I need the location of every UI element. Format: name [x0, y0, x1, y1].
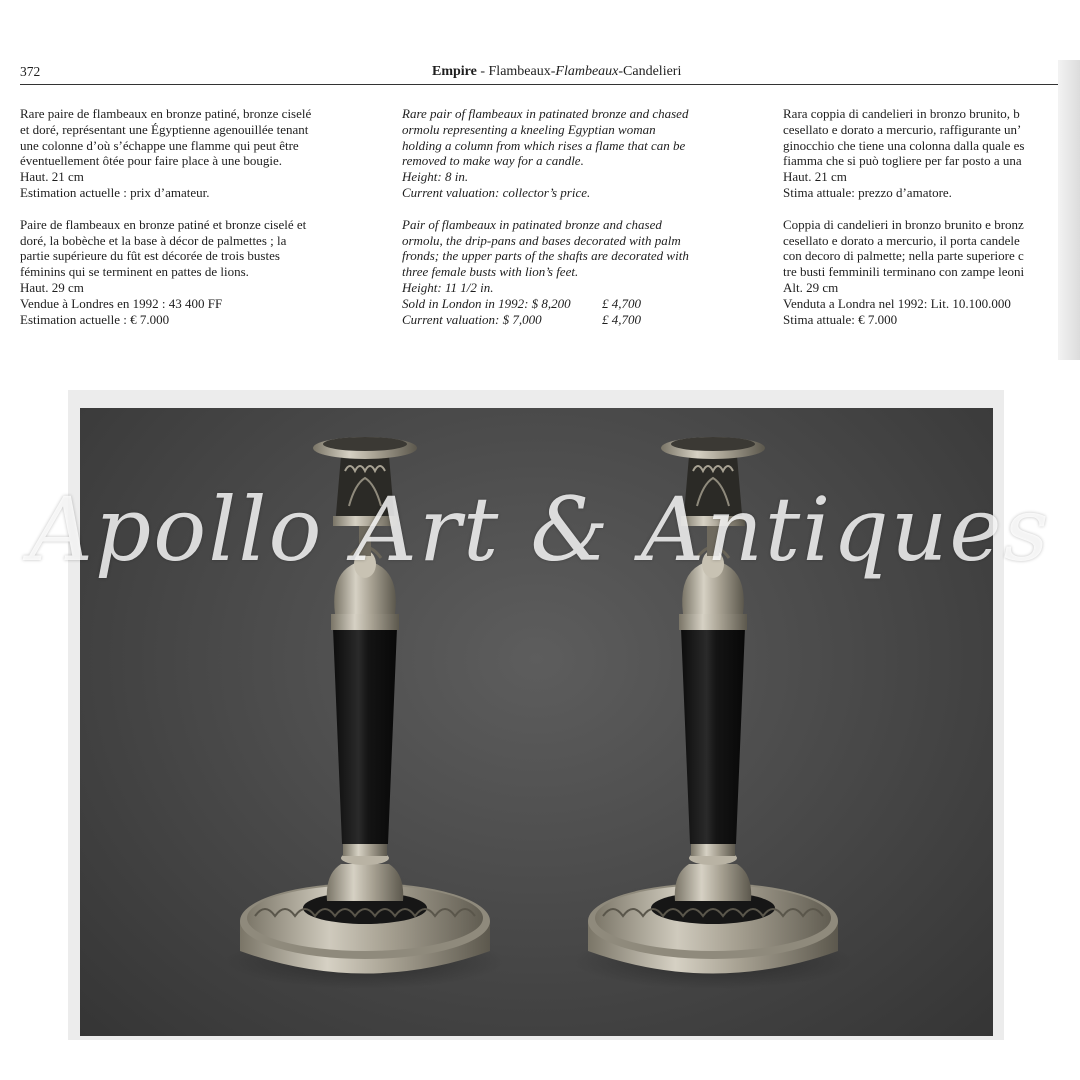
- french-entry-2-line: partie supérieure du fût est décorée de trois bustes: [20, 248, 280, 264]
- italian-entry-2-height: Alt. 29 cm: [783, 279, 839, 295]
- english-entry-1-valuation: Current valuation: collector’s price.: [402, 184, 591, 200]
- italian-entry-1-valuation: Stima attuale: prezzo d’amatore.: [783, 184, 952, 200]
- italian-entry-2-valuation: Stima attuale: € 7.000: [783, 311, 898, 327]
- page-header: [20, 62, 1060, 85]
- english-entry-2-line: three female busts with lion’s feet.: [402, 264, 579, 280]
- french-entry-1: [20, 106, 311, 201]
- english-sold-gbp: £ 4,700: [602, 295, 641, 311]
- page-number: 372: [20, 64, 41, 79]
- italian-entry-2-sold: Venduta a Londra nel 1992: Lit. 10.100.000: [783, 295, 1011, 311]
- english-entry-2-line: ormolu, the drip-pans and bases decorated with palm: [402, 232, 681, 248]
- english-sold-row: [402, 296, 689, 312]
- italian-entry-2-line: con decoro di palmette; nella parte superiore c: [783, 248, 1024, 264]
- running-title-sep1: - Flambeaux-: [476, 64, 556, 79]
- english-valuation-gbp: £ 4,700: [602, 311, 641, 327]
- english-entry-1-line: Rare pair of flambeaux in patinated bronze and chased: [402, 106, 689, 121]
- french-entry-2-height: Haut. 29 cm: [20, 279, 84, 295]
- english-entry-2-line: fronds; the upper parts of the shafts are decorated with: [402, 248, 689, 264]
- running-title-period: Empire: [432, 64, 477, 79]
- english-entry-1-height: Height: 8 in.: [402, 169, 469, 185]
- french-entry-2-line: Paire de flambeaux en bronze patiné et bronze ciselé et: [20, 216, 307, 232]
- english-entry-1-line: ormolu representing a kneeling Egyptian woman: [402, 121, 656, 137]
- running-title-italic: Flambeaux: [555, 64, 619, 79]
- italian-column: [783, 106, 1059, 343]
- french-column: [20, 106, 311, 343]
- italian-entry-1-height: Haut. 21 cm: [783, 169, 847, 185]
- italian-entry-1: [783, 106, 1059, 201]
- french-entry-1-line: et doré, représentant une Égyptienne agenouillée tenant: [20, 121, 309, 137]
- italian-column-fade: [1040, 100, 1060, 360]
- italian-entry-2-line: Coppia di candelieri in bronzo brunito e bronz: [783, 216, 1024, 232]
- french-entry-2-line: féminins qui se terminent en pattes de lions.: [20, 264, 249, 280]
- english-entry-2-height: Height: 11 1/2 in.: [402, 279, 494, 295]
- french-entry-1-line: éventuellement ôtée pour faire place à une bougie.: [20, 153, 283, 169]
- italian-entry-1-line: fiamma che si può togliere per far posto a una: [783, 153, 1022, 169]
- french-entry-2-sold: Vendue à Londres en 1992 : 43 400 FF: [20, 295, 223, 311]
- italian-entry-2-line: cesellato e dorato a mercurio, il porta candele: [783, 232, 1020, 248]
- french-entry-2: [20, 217, 311, 328]
- running-title-sep2: -Candelieri: [618, 64, 682, 79]
- english-entry-1-line: holding a column from which rises a flame that can be: [402, 137, 686, 153]
- italian-entry-2-line: tre busti femminili terminano con zampe leoni: [783, 264, 1025, 280]
- english-entry-1: [402, 106, 689, 201]
- french-entry-2-line: doré, la bobèche et la base à décor de palmettes ; la: [20, 232, 287, 248]
- french-entry-1-line: Rare paire de flambeaux en bronze patiné, bronze ciselé: [20, 106, 312, 121]
- watermark-text: Apollo Art & Antiques: [29, 478, 1051, 581]
- italian-entry-1-line: Rara coppia di candelieri in bronzo brunito, b: [783, 106, 1020, 121]
- english-column: [402, 106, 689, 343]
- italian-entry-2: [783, 217, 1059, 328]
- running-title: [432, 64, 681, 80]
- french-entry-2-valuation: Estimation actuelle : € 7.000: [20, 311, 170, 327]
- english-entry-1-line: removed to make way for a candle.: [402, 153, 584, 169]
- italian-entry-1-line: ginocchio che tiene una colonna dalla quale es: [783, 137, 1025, 153]
- italian-entry-1-line: cesellato e dorato a mercurio, raffigurante un’: [783, 121, 1022, 137]
- english-valuation-label: Current valuation: $ 7,000: [402, 311, 542, 327]
- french-entry-1-line: une colonne d’où s’échappe une flamme qui peut être: [20, 137, 299, 153]
- english-entry-2: [402, 217, 689, 328]
- page-gutter-shadow: [1058, 60, 1080, 360]
- french-entry-1-valuation: Estimation actuelle : prix d’amateur.: [20, 184, 210, 200]
- english-valuation-row: [402, 312, 689, 328]
- french-entry-1-height: Haut. 21 cm: [20, 169, 84, 185]
- english-entry-2-line: Pair of flambeaux in patinated bronze and chased: [402, 216, 662, 232]
- english-sold-label: Sold in London in 1992: $ 8,200: [402, 295, 571, 311]
